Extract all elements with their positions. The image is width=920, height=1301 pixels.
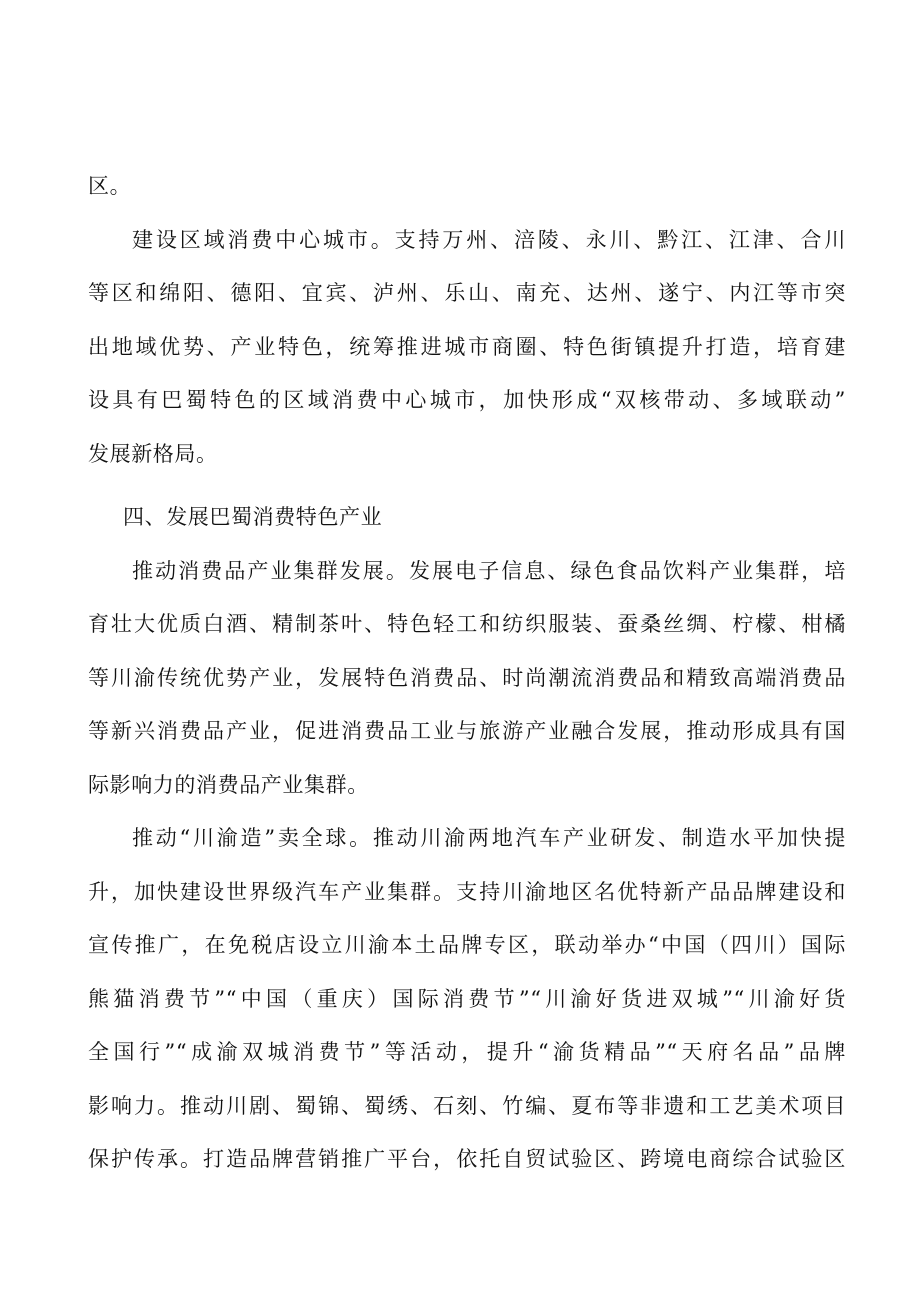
heading-text: 四、发展巴蜀消费特色产业 <box>123 505 383 529</box>
text-line: 设具有巴蜀特色的区域消费中心城市，加快形成“双核带动、多域联动” <box>88 388 846 412</box>
text-line: 推动“川渝造”卖全球。推动川渝两地汽车产业研发、制造水平加快提 <box>132 826 846 850</box>
text-line: 等川渝传统优势产业，发展特色消费品、时尚潮流消费品和精致高端消费品 <box>88 665 846 690</box>
text-line: 等区和绵阳、德阳、宜宾、泸州、乐山、南充、达州、遂宁、内江等市突 <box>88 281 846 305</box>
paragraph-continuation <box>88 160 846 214</box>
paragraph-regional-consumption-centers <box>88 214 846 482</box>
text-line: 出地域优势、产业特色，统筹推进城市商圈、特色街镇提升打造，培育建 <box>88 334 846 359</box>
text-line: 影响力。推动川剧、蜀锦、蜀绣、石刻、竹编、夏布等非遗和工艺美术项目 <box>88 1093 846 1118</box>
text-line: 育壮大优质白酒、精制茶叶、特色轻工和纺织服装、蚕桑丝绸、柠檬、柑橘 <box>88 612 846 636</box>
text-line: 建设区域消费中心城市。支持万州、涪陵、永川、黔江、江津、合川 <box>132 227 846 252</box>
text-line: 熊猫消费节”“中国（重庆）国际消费节”“川渝好货进双城”“川渝好货 <box>88 986 846 1011</box>
text-line: 发展新格局。 <box>88 441 218 466</box>
section-heading <box>88 491 846 545</box>
text-line: 全国行”“成渝双城消费节”等活动，提升“渝货精品”“天府名品”品牌 <box>88 1040 846 1064</box>
text-line: 推动消费品产业集群发展。发展电子信息、绿色食品饮料产业集群，培 <box>132 558 846 583</box>
text-line: 际影响力的消费品产业集群。 <box>88 772 369 797</box>
text-line: 宣传推广，在免税店设立川渝本土品牌专区，联动举办“中国（四川）国际 <box>88 933 846 957</box>
spacer <box>88 481 846 491</box>
text-line: 保护传承。打造品牌营销推广平台，依托自贸试验区、跨境电商综合试验区 <box>88 1147 846 1171</box>
document-page <box>88 160 846 1187</box>
text-line: 等新兴消费品产业，促进消费品工业与旅游产业融合发展，推动形成具有国 <box>88 719 846 743</box>
paragraph-consumer-goods-clusters <box>88 545 846 813</box>
text-line: 升，加快建设世界级汽车产业集群。支持川渝地区名优特新产品品牌建设和 <box>88 879 846 904</box>
paragraph-chuanyu-made-global <box>88 812 846 1187</box>
text-line: 区。 <box>88 174 132 198</box>
